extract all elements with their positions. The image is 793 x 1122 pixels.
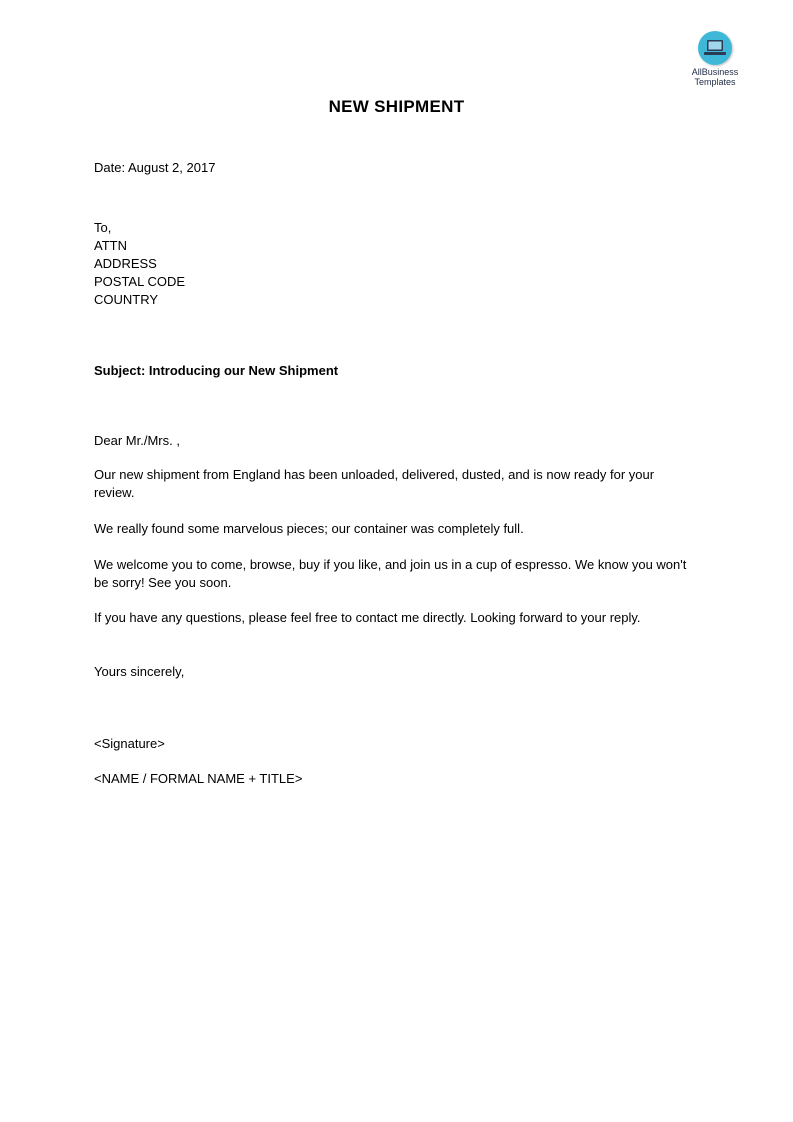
address-line: ADDRESS — [94, 256, 157, 271]
salutation: Dear Mr./Mrs. , — [94, 433, 180, 448]
body-paragraph-3: We welcome you to come, browse, buy if you like, and join us in a cup of espresso. We know you won't be sorry! See you soon. — [94, 557, 687, 590]
body-paragraph-4: If you have any questions, please feel free to contact me directly. Looking forward to your reply. — [94, 610, 641, 625]
laptop-icon — [698, 31, 732, 65]
letter-date: Date: August 2, 2017 — [94, 160, 216, 175]
address-country: COUNTRY — [94, 292, 159, 307]
closing: Yours sincerely, — [94, 664, 185, 679]
address-to: To, — [94, 220, 112, 235]
address-attn: ATTN — [94, 238, 127, 253]
signature-placeholder: <Signature> — [94, 736, 165, 751]
document-title: NEW SHIPMENT — [328, 97, 465, 116]
body-paragraph-1: Our new shipment from England has been unloaded, delivered, dusted, and is now ready for your review. — [94, 467, 655, 500]
logo-text-line1: AllBusiness — [691, 67, 739, 77]
letter-subject: Subject: Introducing our New Shipment — [94, 363, 339, 378]
body-paragraph-2: We really found some marvelous pieces; our container was completely full. — [94, 521, 524, 536]
brand-logo — [676, 31, 754, 87]
address-postal-code: POSTAL CODE — [94, 274, 186, 289]
logo-text-line2: Templates — [694, 77, 736, 87]
name-title-placeholder: <NAME / FORMAL NAME + TITLE> — [94, 771, 303, 786]
